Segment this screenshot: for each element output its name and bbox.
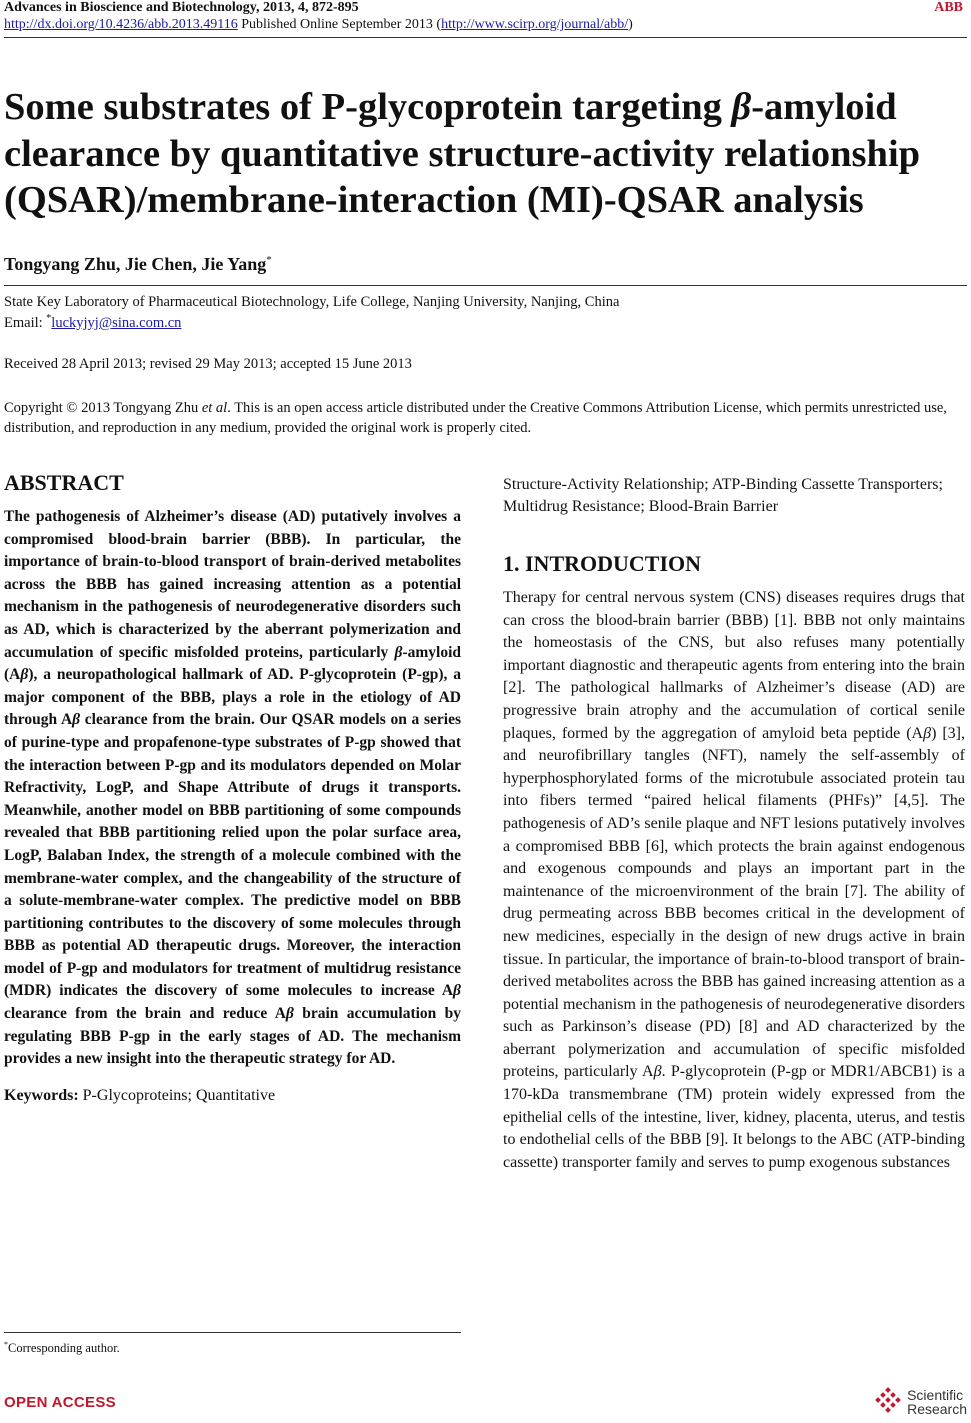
abstract-seg: clearance from the brain and reduce A xyxy=(4,1005,286,1023)
title-part-1: Some substrates of P-glycoprotein targeting xyxy=(4,86,732,128)
header-divider xyxy=(4,37,967,38)
email-line xyxy=(4,313,181,332)
footnote xyxy=(4,1340,120,1356)
received-dates: Received 28 April 2013; revised 29 May 2013; accepted 15 June 2013 xyxy=(4,356,412,372)
journal-code: ABB xyxy=(934,0,963,15)
abstract-beta: β xyxy=(394,643,403,661)
abstract-seg: -amyloid (A xyxy=(4,643,461,684)
left-column xyxy=(4,470,461,1105)
close-paren: ) xyxy=(628,17,633,32)
abstract-beta: β xyxy=(72,711,81,729)
intro-beta: β xyxy=(653,1063,662,1081)
intro-seg: ) [3], and neurofibrillary tangles (NFT), namely the self-assembly of hyperphosphorylated forms of the microtubule associated protein tau into fibers termed “paired helical filaments (PHFs)” [4,5]. The pathogenesis of AD’s senile plaque and NFT lesions putatively involves a compromised BBB [6], which protects the brain against endogenous and exogenous compounds and plays an important part in the maintenance of the microenvironment of the brain [7]. The ability of drug permeating across BBB becomes critical in the development of new medicines, especially in the design of new drugs active in brain tissue. In particular, the importance of brain-to-blood transport of brain-derived metabolites across the BBB has gained increasing attention as a potential mechanism in the pathogenesis of neurodegenerative disorders such as Parkinson’s disease (PD) [8] and AD characterized by the aberrant polymerization and accumulation of specific misfolded proteins, particularly A xyxy=(503,724,965,1081)
open-access-label: OPEN ACCESS xyxy=(4,1394,116,1411)
intro-seg: . P-glycoprotein (P-gp or MDR1/ABCB1) is a 170-kDa transmembrane (TM) protein widely expressed from the epithelial cells of the intestine, liver, kidney, placenta, uterus, and testis to endothelial cells of the BBB [9]. It belongs to the ABC (ATP-binding cassette) transporter family and serves to pump exogenous substances xyxy=(503,1063,965,1171)
doi-line xyxy=(4,17,633,33)
abstract-beta: β xyxy=(285,1005,294,1023)
copyright-notice xyxy=(4,398,966,438)
article-title xyxy=(4,84,964,224)
abstract-seg: clearance from the brain. Our QSAR models on a series of purine-type and propafenone-type substrates of P-gp showed that the interaction between P-gp and its modulators depended on Molar Refractivity, LogP, and Shape Attribute of drugs it transports. Meanwhile, another model on BBB partitioning of some compounds revealed that BBB partitioning relied upon the polar surface area, LogP, Balaban Index, the strength of a molecule combined with the membrane-water complex, and the changeability of the structure of a solute-membrane-water complex. The predictive model on BBB partitioning contributes to the discovery of some molecules through BBB as potential AD therapeutic drugs. Moreover, the interaction model of P-gp and modulators for treatment of multidrug resistance (MDR) indicates the discovery of some molecules to increase A xyxy=(4,711,461,1000)
intro-beta: β xyxy=(923,724,932,742)
abstract-heading: ABSTRACT xyxy=(4,470,124,495)
publisher-name xyxy=(907,1388,967,1416)
introduction-text xyxy=(503,587,965,1174)
email-label: Email: xyxy=(4,314,47,331)
right-column xyxy=(503,474,965,1174)
author-names: Tongyang Zhu, Jie Chen, Jie Yang xyxy=(4,254,267,274)
footnote-divider xyxy=(4,1332,461,1333)
corresponding-mark: * xyxy=(266,254,272,266)
abstract-beta: β xyxy=(453,982,461,1000)
title-beta: β xyxy=(731,86,752,128)
doi-link[interactable]: http://dx.doi.org/10.4236/abb.2013.49116 xyxy=(4,17,238,32)
keywords-label: Keywords: xyxy=(4,1086,79,1104)
publisher-diamond-icon xyxy=(873,1387,903,1417)
abstract-seg: brain accumulation by regulating BBB P-gp in the early stages of AD. The mechanism provides a new insight into the therapeutic strategy for AD. xyxy=(4,1005,461,1068)
intro-seg: Therapy for central nervous system (CNS) diseases requires drugs that can cross the blood-brain barrier (BBB) [1]. BBB not only maintains the homeostasis of the CNS, but also refuses many potentially important diagnostic and therapeutic agents from entering into the brain [2]. The pathological hallmarks of Alzheimer’s disease (AD) are progressive brain atrophy and the accumulation of cortical senile plaques, formed by the aggregation of amyloid beta peptide (A xyxy=(503,589,965,742)
affiliation: State Key Laboratory of Pharmaceutical Biotechnology, Life College, Nanjing University, Nanjing, China xyxy=(4,294,620,310)
abstract-beta: β xyxy=(20,666,29,684)
copyright-part-1: Copyright © 2013 Tongyang Zhu xyxy=(4,400,202,416)
publisher-line-2: Research xyxy=(907,1401,967,1417)
introduction-heading: 1. INTRODUCTION xyxy=(503,551,702,576)
publisher-line-1: Scientific xyxy=(907,1387,964,1403)
keywords xyxy=(4,1087,461,1105)
journal-citation: Advances in Bioscience and Biotechnology, 2013, 4, 872-895 xyxy=(4,0,359,15)
title-part-2: -amyloid clearance by quantitative structure-activity relationship (QSAR)/membrane-interaction (MI)-QSAR analysis xyxy=(4,86,921,221)
copyright-part-2: . This is an open access article distributed under the Creative Commons Attribution License, which permits unrestricted use, distribution, and reproduction in any medium, provided the original work is properly cited. xyxy=(4,400,947,436)
author-divider xyxy=(4,285,967,286)
abstract-seg: The pathogenesis of Alzheimer’s disease (AD) putatively involves a compromised blood-brain barrier (BBB). In particular, the importance of brain-to-blood transport of brain-derived metabolites across the BBB has gained increasing attention as a potential mechanism in the pathogenesis of neurodegenerative disorders such as AD, which is characterized by the aberrant polymerization and accumulation of specific misfolded proteins, particularly xyxy=(4,508,461,661)
email-link[interactable]: luckyjyj@sina.com.cn xyxy=(51,314,182,331)
publisher-logo xyxy=(873,1387,967,1417)
author-list xyxy=(4,254,272,275)
keywords-continued: Structure-Activity Relationship; ATP-Binding Cassette Transporters; Multidrug Resistance; Blood-Brain Barrier xyxy=(503,476,943,515)
published-text: Published Online September 2013 ( xyxy=(237,17,442,32)
footnote-mark: * xyxy=(4,1340,8,1349)
abstract-seg: ), a neuropathological hallmark of AD. P-glycoprotein (P-gp), a major component of the BBB, plays a role in the etiology of AD through A xyxy=(4,666,461,729)
abstract-text xyxy=(4,506,461,1071)
keywords-part-1: P-Glycoproteins; Quantitative xyxy=(78,1086,276,1104)
email-mark: * xyxy=(46,313,52,324)
copyright-etal: et al xyxy=(201,400,228,416)
journal-link[interactable]: http://www.scirp.org/journal/abb/ xyxy=(441,17,629,32)
footnote-text: Corresponding author. xyxy=(8,1341,120,1356)
